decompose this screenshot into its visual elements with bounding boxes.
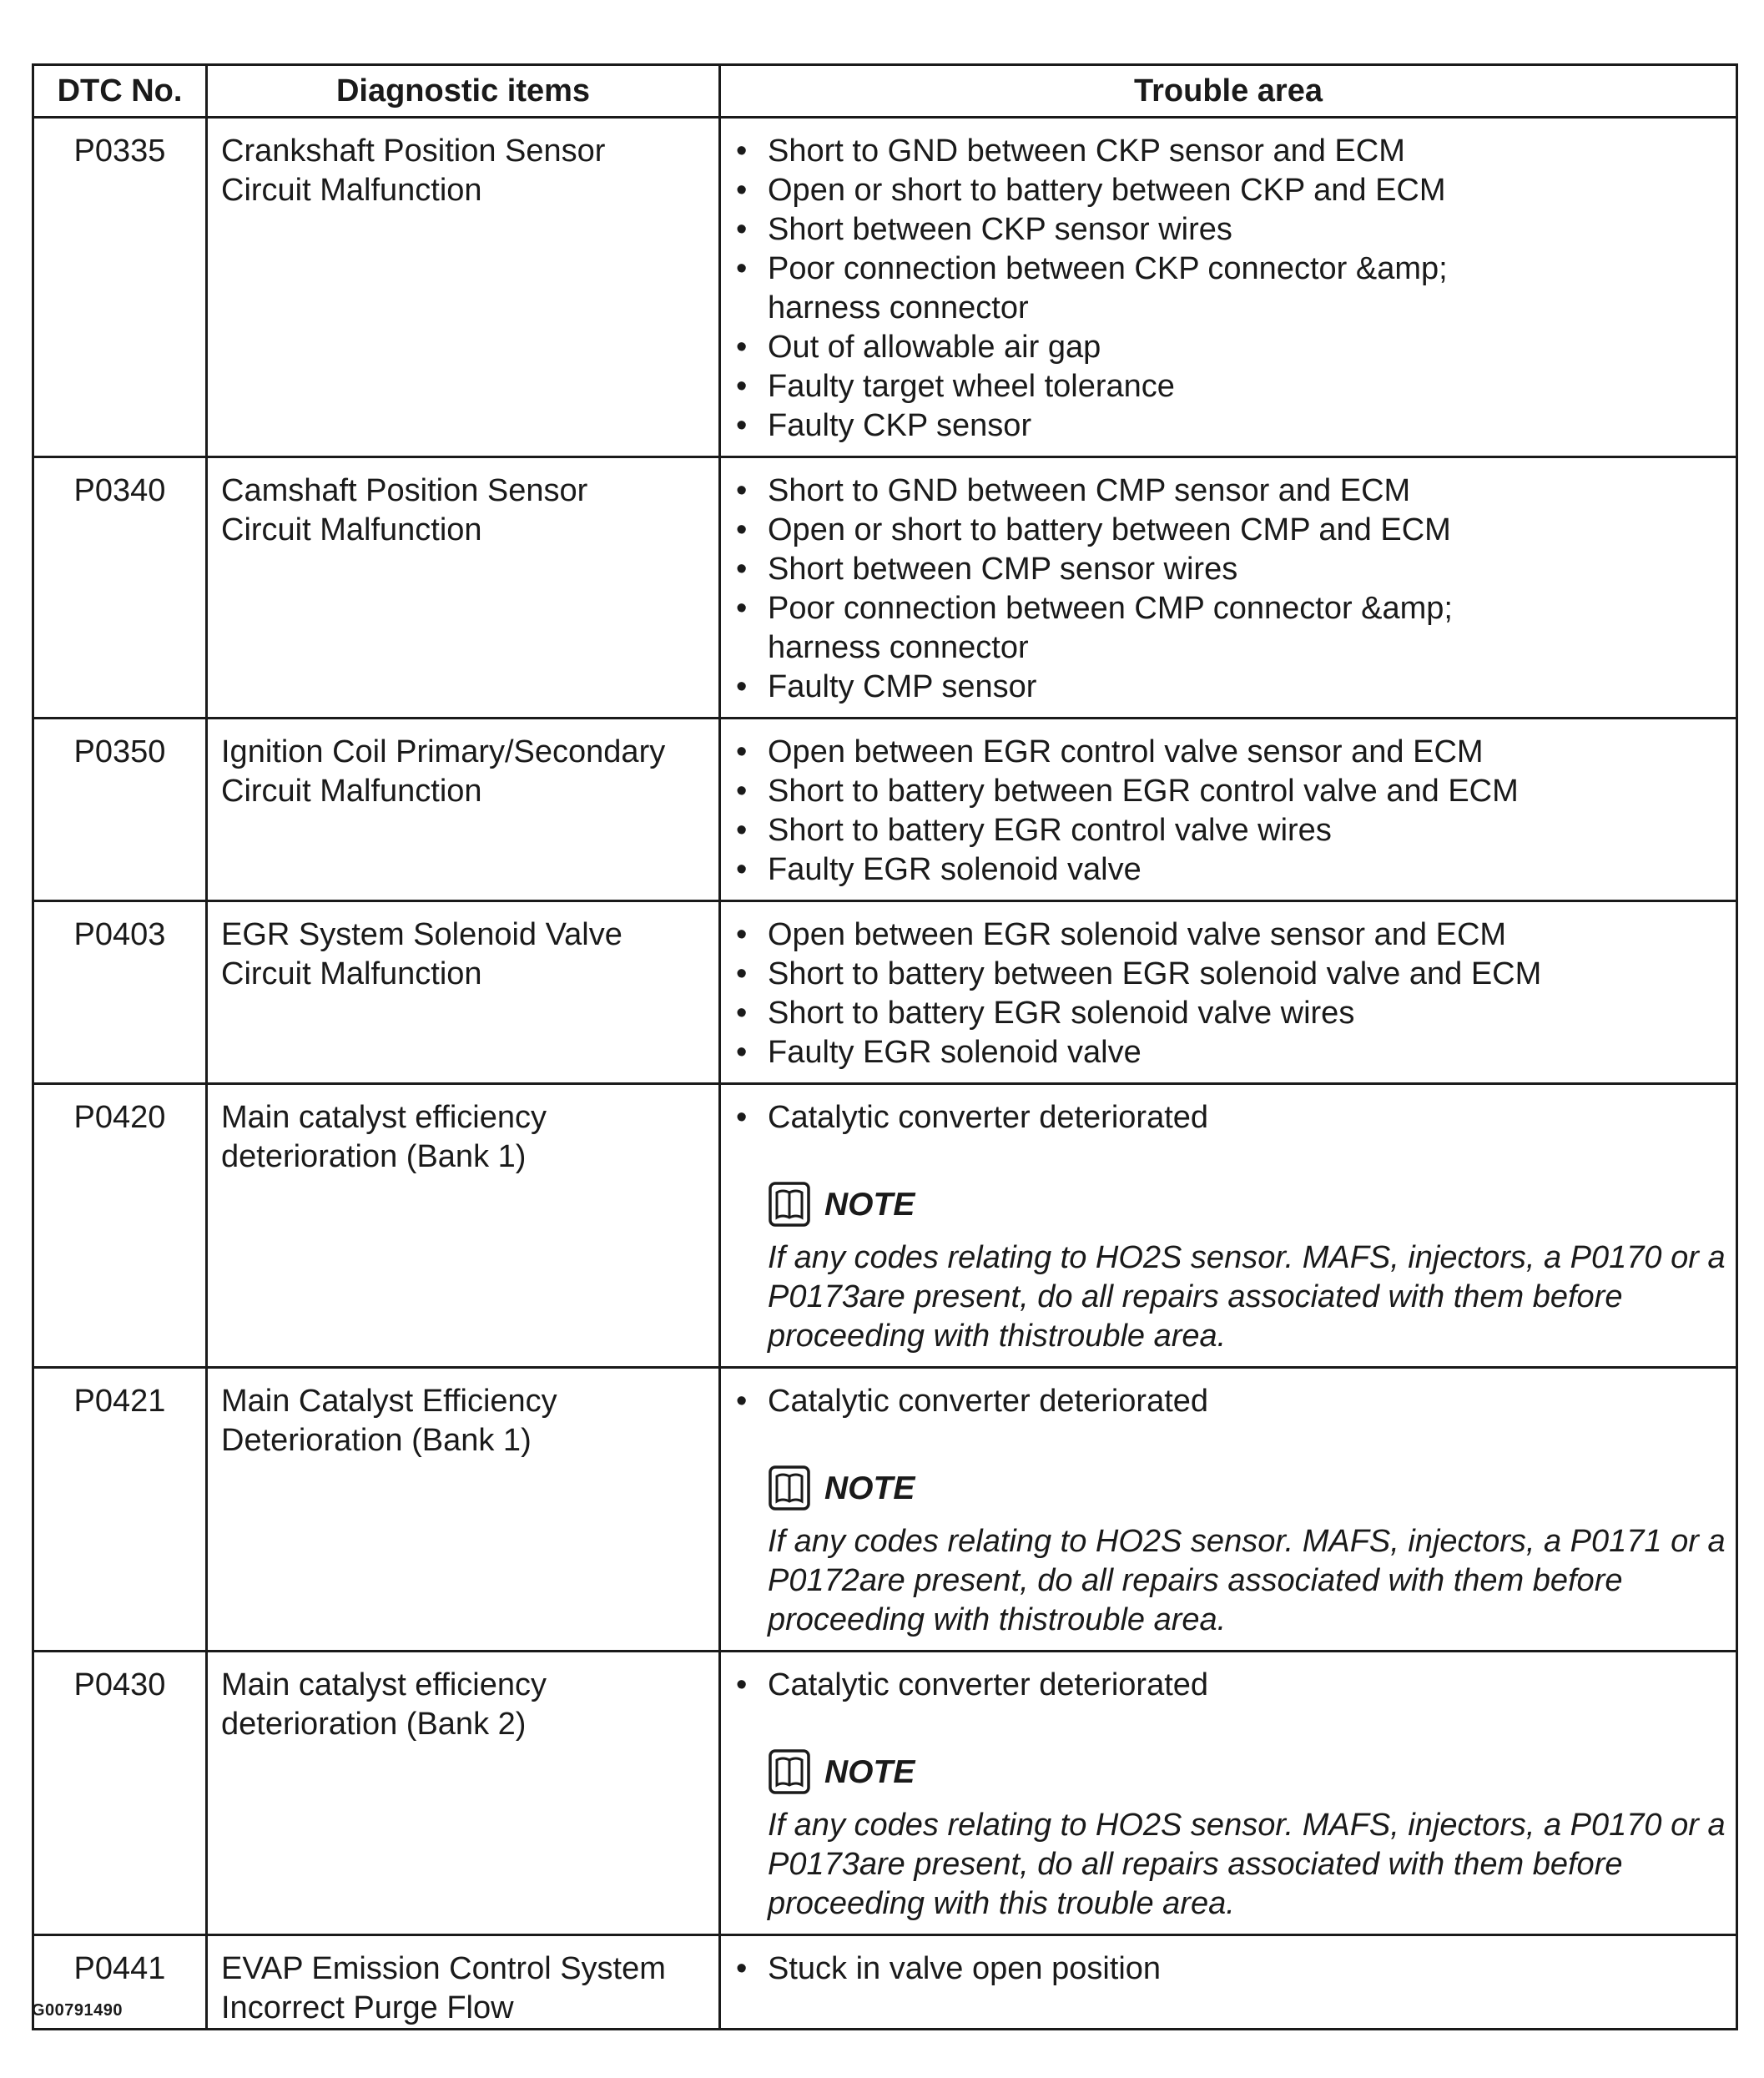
diagnostic-item	[207, 1368, 720, 1652]
trouble-item: • Catalytic converter deteriorated	[768, 1382, 1727, 1421]
diagnostic-item-line: Camshaft Position Sensor	[221, 473, 588, 508]
note-text: If any codes relating to HO2S sensor. MAFS, injectors, a P0170 or a P0173are present, do all repairs associated with them before proceeding with thistrouble area.	[768, 1240, 1726, 1354]
trouble-area	[720, 901, 1737, 1084]
trouble-area	[720, 1935, 1737, 2030]
trouble-list	[768, 1098, 1727, 1137]
trouble-list	[768, 132, 1727, 446]
diagnostic-item-line: Circuit Malfunction	[221, 173, 482, 208]
trouble-item: • Poor connection between CKP connector &amp; harness connector	[768, 250, 1519, 328]
note-book-icon	[768, 1748, 811, 1795]
diagnostic-item-line: Circuit Malfunction	[221, 956, 482, 991]
trouble-item: • Catalytic converter deteriorated	[768, 1098, 1727, 1137]
table-row	[33, 719, 1737, 901]
trouble-item: • Faulty CKP sensor	[768, 406, 1727, 446]
trouble-item: • Short to battery between EGR solenoid valve and ECM	[768, 955, 1727, 994]
table-row	[33, 1084, 1737, 1368]
trouble-item: • Catalytic converter deteriorated	[768, 1666, 1727, 1705]
dtc-table	[32, 63, 1738, 2030]
trouble-item: • Faulty EGR solenoid valve	[768, 850, 1727, 890]
figure-id: G00791490	[32, 2001, 123, 2020]
note-heading	[768, 1744, 1727, 1799]
dtc-code: P0430	[33, 1652, 207, 1935]
diagnostic-item-line: Circuit Malfunction	[221, 774, 482, 809]
trouble-list	[768, 472, 1727, 707]
dtc-code: P0403	[33, 901, 207, 1084]
trouble-item: • Short to GND between CMP sensor and ECM	[768, 472, 1727, 511]
diagnostic-item-line: Main Catalyst Efficiency	[221, 1384, 557, 1419]
table-header-row	[33, 65, 1737, 118]
trouble-area	[720, 1084, 1737, 1368]
trouble-item: • Open or short to battery between CKP and ECM	[768, 171, 1727, 210]
diagnostic-item-line: deterioration (Bank 1)	[221, 1139, 527, 1174]
diagnostic-item	[207, 457, 720, 719]
diagnostic-item	[207, 719, 720, 901]
trouble-item: • Faulty EGR solenoid valve	[768, 1033, 1727, 1072]
diagnostic-item-line: EVAP Emission Control System	[221, 1951, 666, 1986]
dtc-code: P0335	[33, 118, 207, 457]
dtc-code: P0340	[33, 457, 207, 719]
trouble-item: • Short to GND between CKP sensor and ECM	[768, 132, 1727, 171]
trouble-area	[720, 1652, 1737, 1935]
trouble-item: • Faulty CMP sensor	[768, 668, 1727, 707]
table-row	[33, 457, 1737, 719]
dtc-code: P0441	[33, 1935, 207, 2030]
note-text: If any codes relating to HO2S sensor. MAFS, injectors, a P0170 or a P0173are present, do all repairs associated with them before proceeding with this trouble area.	[768, 1808, 1726, 1921]
trouble-area	[720, 457, 1737, 719]
note-label: NOTE	[824, 1470, 915, 1506]
note-label: NOTE	[824, 1186, 915, 1223]
dtc-code: P0350	[33, 719, 207, 901]
note-heading	[768, 1460, 1727, 1516]
table-row	[33, 118, 1737, 457]
trouble-list	[768, 1382, 1727, 1421]
diagnostic-item-line: Deterioration (Bank 1)	[221, 1423, 532, 1458]
trouble-item: • Faulty target wheel tolerance	[768, 367, 1727, 406]
dtc-code: P0420	[33, 1084, 207, 1368]
diagnostic-item	[207, 1084, 720, 1368]
diagnostic-item-line: Crankshaft Position Sensor	[221, 134, 606, 169]
trouble-list	[768, 1666, 1727, 1705]
diagnostic-item-line: Main catalyst efficiency	[221, 1100, 547, 1135]
note-heading	[768, 1177, 1727, 1232]
table-row	[33, 1652, 1737, 1935]
trouble-item: • Poor connection between CMP connector &amp; harness connector	[768, 589, 1519, 668]
trouble-list	[768, 733, 1727, 890]
header-diagnostic-items: Diagnostic items	[207, 65, 720, 118]
trouble-item: • Short between CMP sensor wires	[768, 550, 1727, 589]
note-text: If any codes relating to HO2S sensor. MAFS, injectors, a P0171 or a P0172are present, do all repairs associated with them before proceeding with thistrouble area.	[768, 1524, 1726, 1637]
diagnostic-item	[207, 901, 720, 1084]
trouble-item: • Open or short to battery between CMP and ECM	[768, 511, 1727, 550]
dtc-code: P0421	[33, 1368, 207, 1652]
trouble-list	[768, 915, 1727, 1072]
trouble-item: • Short between CKP sensor wires	[768, 210, 1727, 250]
trouble-item: • Short to battery between EGR control valve and ECM	[768, 772, 1727, 811]
diagnostic-item	[207, 1652, 720, 1935]
trouble-area	[720, 1368, 1737, 1652]
trouble-area	[720, 719, 1737, 901]
table-row	[33, 1368, 1737, 1652]
trouble-item: • Out of allowable air gap	[768, 328, 1727, 367]
header-dtc-no: DTC No.	[33, 65, 207, 118]
diagnostic-item	[207, 118, 720, 457]
diagnostic-item	[207, 1935, 720, 2030]
note-book-icon	[768, 1181, 811, 1228]
trouble-list	[768, 1949, 1727, 1989]
trouble-area	[720, 118, 1737, 457]
trouble-item: • Short to battery EGR control valve wires	[768, 811, 1727, 850]
trouble-item: • Open between EGR control valve sensor and ECM	[768, 733, 1727, 772]
diagnostic-item-line: Circuit Malfunction	[221, 512, 482, 547]
diagnostic-item-line: Main catalyst efficiency	[221, 1667, 547, 1702]
diagnostic-item-line: EGR System Solenoid Valve	[221, 917, 622, 952]
table-row	[33, 901, 1737, 1084]
diagnostic-item-line: Incorrect Purge Flow	[221, 1990, 514, 2025]
diagnostic-item-line: deterioration (Bank 2)	[221, 1707, 527, 1742]
table-row	[33, 1935, 1737, 2030]
note-book-icon	[768, 1465, 811, 1511]
trouble-item: • Short to battery EGR solenoid valve wires	[768, 994, 1727, 1033]
note-label: NOTE	[824, 1753, 915, 1790]
trouble-item: • Open between EGR solenoid valve sensor and ECM	[768, 915, 1727, 955]
trouble-item: • Stuck in valve open position	[768, 1949, 1727, 1989]
header-trouble-area: Trouble area	[720, 65, 1737, 118]
diagnostic-item-line: Ignition Coil Primary/Secondary	[221, 734, 666, 769]
